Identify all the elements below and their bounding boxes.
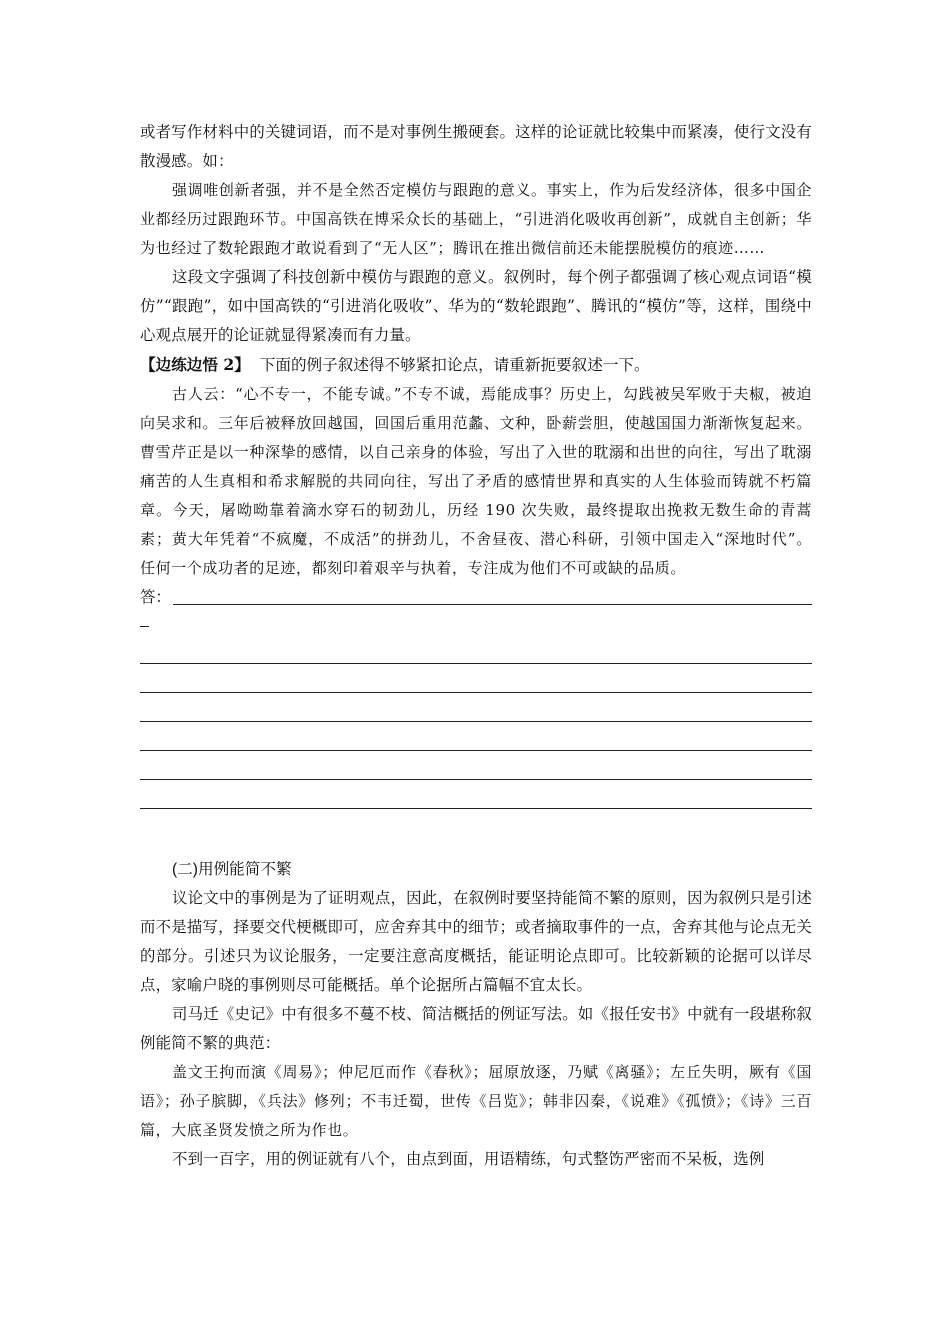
answer-line-1[interactable]	[173, 604, 812, 605]
paragraph-concise-principle: 议论文中的事例是为了证明观点，因此，在叙例时要坚持能简不繁的原则，因为叙例只是引述而不是描写，择要交代梗概即可，应舍弃其中的细节；或者摘取事件的一点，舍弃其他与论点无关的部分。引述只为议论服务，一定要注意高度概括，能证明论点即可。比较新颖的论据可以详尽点，家喻户晓的事例则尽可能概括。单个论据所占篇幅不宜太长。	[140, 889, 812, 994]
document-page	[140, 118, 812, 1174]
answer-line-7[interactable]	[140, 786, 812, 815]
paragraph-intro-continuation: 或者写作材料中的关键词语，而不是对事例生搬硬套。这样的论证就比较集中而紧凑，使行文没有散漫感。如：	[140, 123, 812, 170]
answer-stub-mark	[140, 626, 149, 627]
answer-line-6[interactable]	[140, 757, 812, 786]
example-quote-baorenanshu: 盖文王拘而演《周易》；仲尼厄而作《春秋》；屈原放逐，乃赋《离骚》；左丘失明，厥有《国语》；孙子膑脚，《兵法》修列；不韦迁蜀，世传《吕览》；韩非囚秦，《说难》《孤愤》；《诗》三百篇，大底圣贤发愤之所为作也。	[140, 1063, 812, 1139]
answer-line-2[interactable]	[140, 641, 812, 670]
answer-line-4[interactable]	[140, 699, 812, 728]
exercise-prompt: 下面的例子叙述得不够紧扣论点，请重新扼要叙述一下。	[259, 356, 650, 374]
answer-line-stub[interactable]	[140, 612, 812, 641]
example-quote-innovation: 强调唯创新者强，并不是全然否定模仿与跟跑的意义。事实上，作为后发经济体，很多中国企业都经历过跟跑环节。中国高铁在博采众长的基础上，“引进消化吸收再创新”，成就自主创新；华为也经过了数轮跟跑才敢说看到了“无人区”；腾讯在推出微信前还未能摆脱模仿的痕迹……	[140, 181, 812, 257]
answer-row[interactable]	[140, 583, 812, 612]
answer-line-5[interactable]	[140, 728, 812, 757]
section-heading: (二)用例能简不繁	[172, 861, 292, 878]
paragraph-shiji-intro: 司马迁《史记》中有很多不蔓不枝、简洁概括的例证写法。如《报任安书》中就有一段堪称叙例能简不繁的典范：	[140, 1005, 812, 1052]
paragraph-analysis: 这段文字强调了科技创新中模仿与跟跑的意义。叙例时，每个例子都强调了核心观点词语“模仿”“跟跑”，如中国高铁的“引进消化吸收”、华为的“数轮跟跑”、腾讯的“模仿”等，这样，围绕中心观点展开的论证就显得紧凑而有力量。	[140, 268, 812, 344]
exercise-label: 【边练边悟 2】	[140, 355, 250, 374]
paragraph-conclusion: 不到一百字，用的例证就有八个，由点到面，用语精练，句式整饬严密而不呆板，选例	[172, 1150, 765, 1168]
answer-label: 答：	[140, 588, 171, 606]
exercise-heading	[140, 350, 812, 380]
exercise-material: 古人云：“心不专一，不能专诚。”不专不诚，焉能成事？历史上，勾践被吴军败于夫椒，被迫向吴求和。三年后被释放回越国，回国后重用范蠡、文种，卧薪尝胆，使越国国力渐渐恢复起来。曹雪芹正是以一种深挚的感情，以自己亲身的体验，写出了入世的耽溺和出世的向往，写出了耽溺痛苦的人生真相和希求解脱的共同向往，写出了矛盾的感情世界和真实的人生体验而铸就不朽篇章。今天，屠呦呦靠着滴水穿石的韧劲儿，历经 190 次失败，最终提取出挽救无数生命的青蒿素；黄大年凭着“不疯魔，不成活”的拼劲儿，不舍昼夜、潜心科研，引领中国走入“深地时代”。任何一个成功者的足迹，都刻印着艰辛与执着，专注成为他们不可或缺的品质。	[140, 385, 812, 577]
answer-line-3[interactable]	[140, 670, 812, 699]
section-gap	[140, 815, 812, 855]
